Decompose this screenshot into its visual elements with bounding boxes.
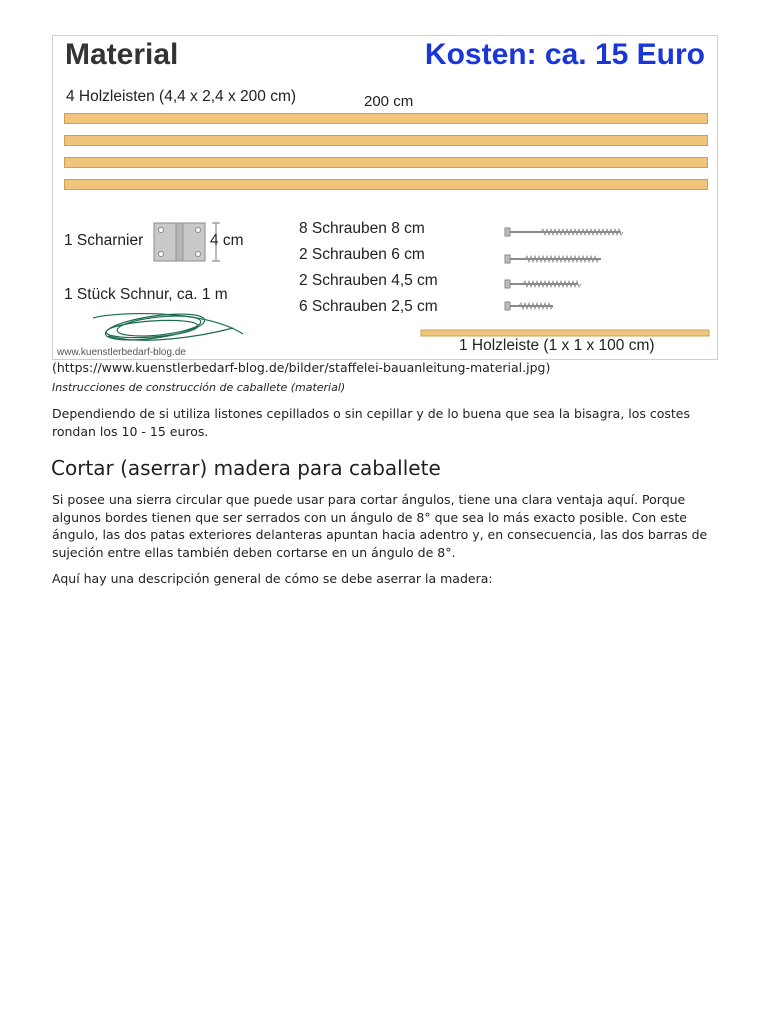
hinge-size-label: 4 cm xyxy=(210,232,244,249)
screw-label: 2 Schrauben 4,5 cm xyxy=(299,272,438,289)
screw-icon xyxy=(505,255,601,263)
cord-label: 1 Stück Schnur, ca. 1 m xyxy=(64,286,228,303)
small-board-label: 1 Holzleiste (1 x 1 x 100 cm) xyxy=(459,337,655,354)
material-figure xyxy=(52,35,718,360)
screw-label: 8 Schrauben 8 cm xyxy=(299,220,425,237)
figure-source-url: (https://www.kuenstlerbedarf-blog.de/bilder/staffelei-bauanleitung-material.jpg) xyxy=(52,360,551,375)
small-board xyxy=(421,330,709,336)
image-credit: www.kuenstlerbedarf-blog.de xyxy=(57,347,186,358)
screw-label: 2 Schrauben 6 cm xyxy=(299,246,425,263)
screw-icons xyxy=(505,228,623,310)
paragraph-sawing: Si posee una sierra circular que puede usar para cortar ángulos, tiene una clara ventaja aquí. Porque algunos bordes tienen que ser serrados con un ángulo de 8° que sea lo más exacto posible. Con este ángulo, las dos patas exteriores delanteras apuntan hacia adentro y, en consecuencia, las dos barras de sujeción entre ellas también deben cortarse en un ángulo de 8°. xyxy=(52,492,708,560)
screw-icon xyxy=(505,280,581,288)
paragraph-overview: Aquí hay una descripción general de cómo se debe aserrar la madera: xyxy=(52,571,493,586)
lumber-label: 4 Holzleisten (4,4 x 2,4 x 200 cm) xyxy=(66,88,297,105)
screw-icon xyxy=(505,302,553,310)
figure-title: Material xyxy=(65,38,179,71)
figure-cost: Kosten: ca. 15 Euro xyxy=(424,38,705,71)
hinge-label: 1 Scharnier xyxy=(64,232,144,249)
paragraph-cost: Dependiendo de si utiliza listones cepillados o sin cepillar y de lo buena que sea la bisagra, los costes rondan los 10 - 15 euros. xyxy=(52,406,691,439)
screw-label: 6 Schrauben 2,5 cm xyxy=(299,298,438,315)
figure-caption: Instrucciones de construcción de caballete (material) xyxy=(52,381,346,394)
length-label: 200 cm xyxy=(364,93,414,110)
cord-icon xyxy=(93,309,243,345)
screw-icon xyxy=(505,228,623,236)
section-heading: Cortar (aserrar) madera para caballete xyxy=(51,456,441,480)
